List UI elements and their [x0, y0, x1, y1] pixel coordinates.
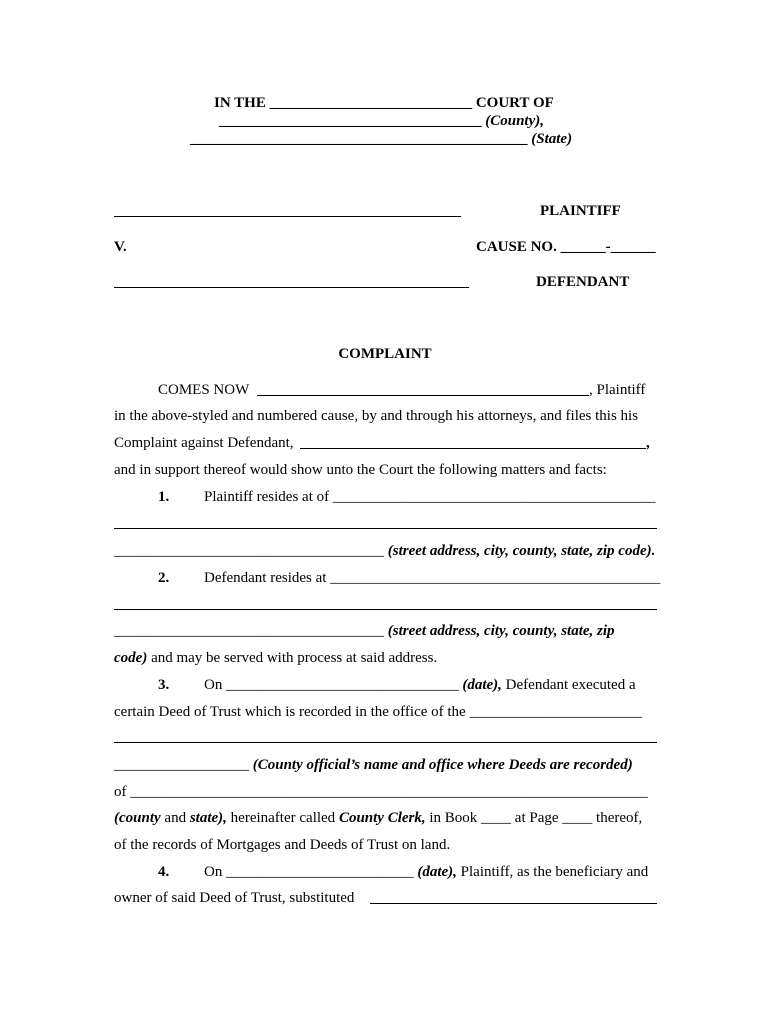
deed-text: certain Deed of Trust which is recorded in the office of the — [114, 704, 466, 720]
complaint-against-text: Complaint against Defendant, — [114, 435, 294, 451]
office-blank[interactable]: _______________________ — [469, 704, 642, 720]
county-word: (county — [114, 810, 161, 826]
item-number: 3. — [158, 677, 170, 693]
called-text: hereinafter called — [230, 810, 336, 826]
court-name-blank[interactable]: ___________________________ — [269, 95, 473, 111]
item-number: 4. — [158, 864, 170, 880]
of-line — [114, 783, 648, 801]
court-suffix: COURT OF — [475, 95, 554, 111]
plaintiff-resides-text: Plaintiff resides at of — [204, 489, 330, 505]
defendant-name-blank[interactable] — [300, 448, 646, 449]
substitute-trustee-blank[interactable] — [370, 903, 657, 904]
county-label: (County), — [485, 113, 545, 129]
court-line — [214, 94, 554, 112]
official-blank[interactable]: __________________ — [114, 757, 249, 773]
defendant-address-line[interactable] — [114, 609, 657, 610]
versus-label: V. — [114, 239, 127, 255]
on-text: On — [204, 677, 223, 693]
cause-number-label: CAUSE NO. — [476, 239, 557, 255]
state-word: state), — [189, 810, 227, 826]
plaintiff-label: PLAINTIFF — [540, 203, 621, 219]
state-label: (State) — [531, 131, 573, 147]
court-prefix: IN THE — [214, 95, 266, 111]
item-number: 1. — [158, 489, 170, 505]
defendant-label: DEFENDANT — [536, 274, 630, 290]
book-page-text: in Book ____ at Page ____ thereof, — [429, 810, 643, 826]
office-line[interactable] — [114, 742, 657, 743]
plaintiff-address-line[interactable] — [114, 528, 657, 529]
item3-text — [204, 676, 636, 694]
served-text-line — [114, 649, 437, 667]
item-number: 2. — [158, 570, 170, 586]
plaintiff-name-line[interactable] — [114, 216, 461, 217]
and-word: and — [164, 810, 187, 826]
address-blank[interactable]: ____________________________________ — [114, 543, 384, 559]
cause-number — [476, 238, 656, 256]
served-text: and may be served with process at said address. — [151, 650, 438, 666]
defendant-resides-text: Defendant resides at — [204, 570, 327, 586]
date-label: (date), — [462, 677, 502, 693]
date-label: (date), — [417, 864, 457, 880]
county-clerk-line — [114, 809, 642, 827]
comma-text: , — [646, 435, 650, 451]
address-label: (street address, city, county, state, zip — [387, 623, 615, 639]
substituted-text: owner of said Deed of Trust, substituted — [114, 890, 355, 906]
defendant-address-blank[interactable]: ____________________________________________ — [330, 570, 661, 586]
beneficiary-text: Plaintiff, as the beneficiary and — [460, 864, 649, 880]
of-label: of — [114, 784, 127, 800]
address-line-2 — [114, 622, 615, 640]
official-label: (County official’s name and office where Deeds are recorded) — [252, 757, 633, 773]
address-line-1 — [114, 542, 655, 560]
plaintiff-suffix-text: , Plaintiff — [589, 382, 646, 398]
county-clerk-label: County Clerk, — [338, 810, 426, 826]
plaintiff-address-blank[interactable]: ___________________________________________ — [332, 489, 656, 505]
deed-line — [114, 703, 642, 721]
county-line — [219, 112, 544, 130]
on-text: On — [204, 864, 223, 880]
item1-text — [204, 488, 655, 506]
paragraph-line: in the above-styled and numbered cause, by and through his attorneys, and files this his — [114, 408, 639, 424]
defendant-name-line[interactable] — [114, 287, 469, 288]
state-line — [190, 130, 572, 148]
date-blank[interactable]: _______________________________ — [226, 677, 459, 693]
address-label: (street address, city, county, state, zip code). — [387, 543, 656, 559]
records-line: of the records of Mortgages and Deeds of Trust on land. — [114, 837, 451, 853]
paragraph-line: and in support thereof would show unto the Court the following matters and facts: — [114, 462, 607, 478]
state-blank[interactable]: _____________________________________________ — [190, 131, 528, 147]
comes-now-text: COMES NOW — [158, 382, 250, 398]
plaintiff-name-blank[interactable] — [257, 395, 589, 396]
cause-number-blank[interactable]: ______-______ — [560, 239, 656, 255]
date-blank[interactable]: _________________________ — [226, 864, 414, 880]
executed-text: Defendant executed a — [505, 677, 636, 693]
address-blank[interactable]: ____________________________________ — [114, 623, 384, 639]
item4-text — [204, 863, 648, 881]
county-blank[interactable]: ___________________________________ — [219, 113, 482, 129]
official-line — [114, 756, 633, 774]
of-blank[interactable]: _____________________________________________________________________ — [130, 784, 648, 800]
item2-text — [204, 569, 660, 587]
document-title: COMPLAINT — [338, 346, 432, 362]
address-label-cont: code) — [114, 650, 148, 666]
